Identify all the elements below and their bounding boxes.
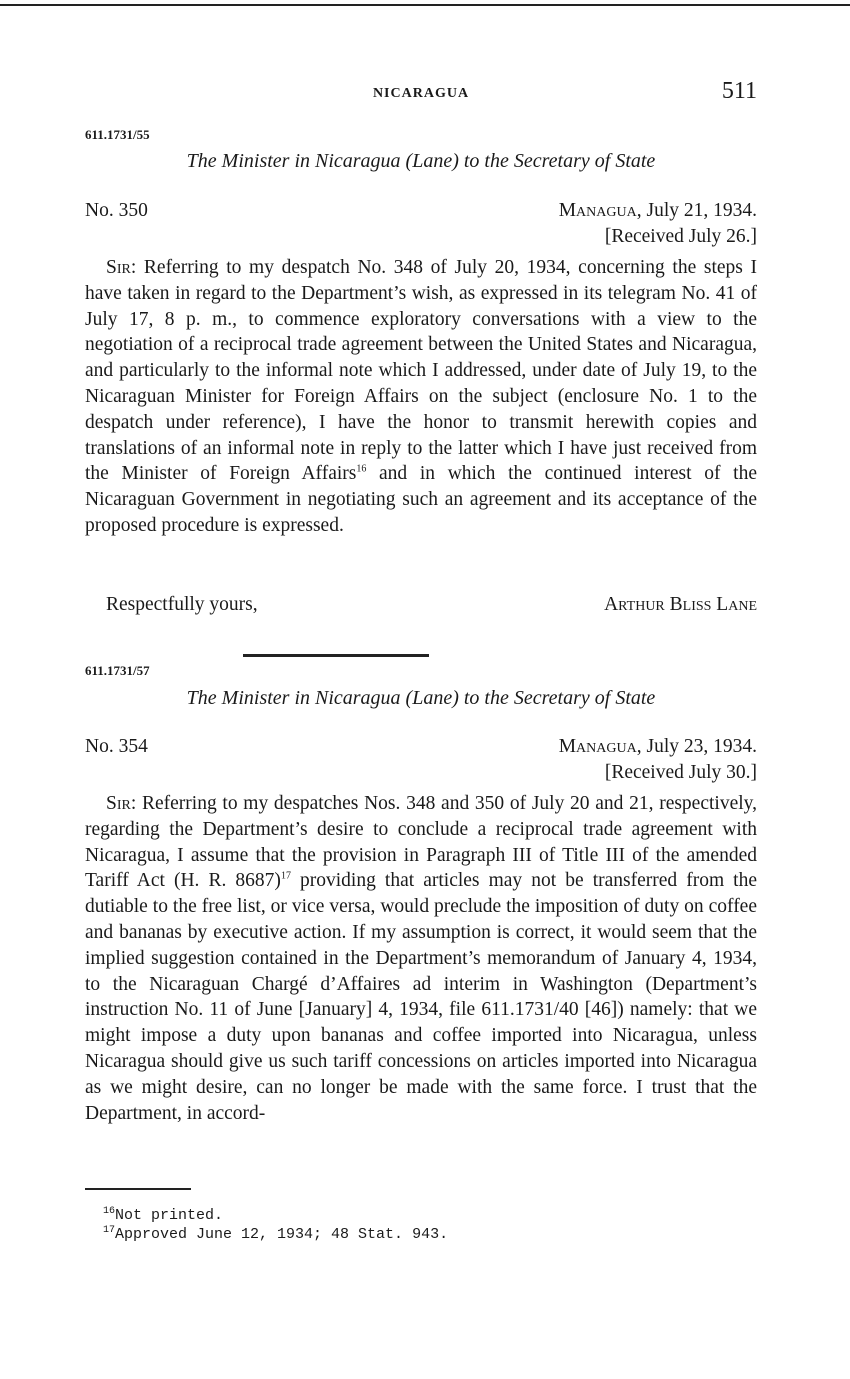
footnotes: [103, 1206, 448, 1244]
footnote-ref: 16: [356, 463, 367, 475]
letter-body: [85, 791, 757, 1126]
closing: Respectfully yours,: [106, 594, 258, 615]
letter-heading: The Minister in Nicaragua (Lane) to the Secretary of State: [186, 687, 656, 709]
salutation: Sir:: [106, 793, 137, 814]
received-date: [Received July 30.]: [604, 762, 757, 783]
footnote-ref: 17: [280, 870, 291, 882]
footnote-rule: [85, 1188, 191, 1190]
despatch-line: [85, 200, 757, 226]
file-number: 611.1731/57: [85, 663, 150, 678]
despatch-number: No. 354: [85, 736, 148, 757]
letter-body: [85, 255, 757, 539]
footnote: $^{16}$Not printed.: [103, 1206, 224, 1224]
despatch-number: No. 350: [85, 200, 148, 221]
salutation: Sir:: [106, 257, 137, 278]
signature: Arthur Bliss Lane: [604, 594, 757, 615]
place: Managua,: [558, 736, 642, 757]
place-date: [559, 200, 757, 222]
top-border-rule: [0, 4, 850, 6]
running-head-title: NICARAGUA: [372, 86, 470, 101]
running-head: [85, 78, 757, 108]
letter-heading: The Minister in Nicaragua (Lane) to the Secretary of State: [186, 150, 656, 172]
received-date: [Received July 26.]: [604, 226, 757, 247]
date: July 21, 1934.: [646, 200, 757, 221]
page-number: 511: [721, 78, 757, 104]
file-number: 611.1731/55: [85, 127, 150, 142]
despatch-line: [85, 736, 757, 762]
date: July 23, 1934.: [646, 736, 757, 757]
body-text-part: Referring to my despatches Nos. 348 and 350 of July 20 and 21, respectively, regarding the Department’s desire to conclude a reciprocal trade agreement with Nicaragua, I assume that the provision in Paragraph III of Title III of the amended Tariff Act (H. R. 8687): [85, 793, 758, 892]
footnote: $^{17}$Approved June 12, 1934; 48 Stat. 943.: [103, 1225, 449, 1243]
body-text-part: Referring to my despatch No. 348 of July 20, 1934, concerning the steps I have taken in regard to the Department’s wish, as expressed in its telegram No. 41 of July 17, 8 p. m., to commence exploratory conversations with a view to the negotiation of a reciprocal trade agreement between the United States and Nicaragua, and particularly to the informal note which I addressed, under date of July 19, to the Nicaraguan Minister for Foreign Affairs on the subject (enclosure No. 1 to the despatch under reference), I have the honor to transmit herewith copies and translations of an informal note in reply to the latter which I have just received from the Minister of Foreign Affairs: [85, 257, 757, 485]
place-date: [559, 736, 757, 758]
closing-line: [85, 594, 757, 620]
body-text-part: and in which the continued interest of the Nicaraguan Government in negotiating such an agreement and its acceptance of the proposed procedure is expressed.: [85, 463, 757, 536]
place: Managua,: [558, 200, 642, 221]
body-text-part: providing that articles may not be transferred from the dutiable to the free list, or vice versa, would preclude the imposition of duty on coffee and bananas by executive action. If my assumption is correct, it would seem that the implied suggestion contained in the Department’s memorandum of January 4, 1934, to the Nicaraguan Chargé d’Affaires ad interim in Washington (Department’s instruction No. 11 of June [January] 4, 1934, file 611.1731/40 [46]) namely: that we might impose a duty upon bananas and coffee imported into Nicaragua, unless Nicaragua should give us such tariff concessions on articles imported into Nicaragua as we might desire, can no longer be made with the same force. I trust that the Department, in accord-: [85, 870, 758, 1124]
section-divider: [243, 654, 429, 657]
